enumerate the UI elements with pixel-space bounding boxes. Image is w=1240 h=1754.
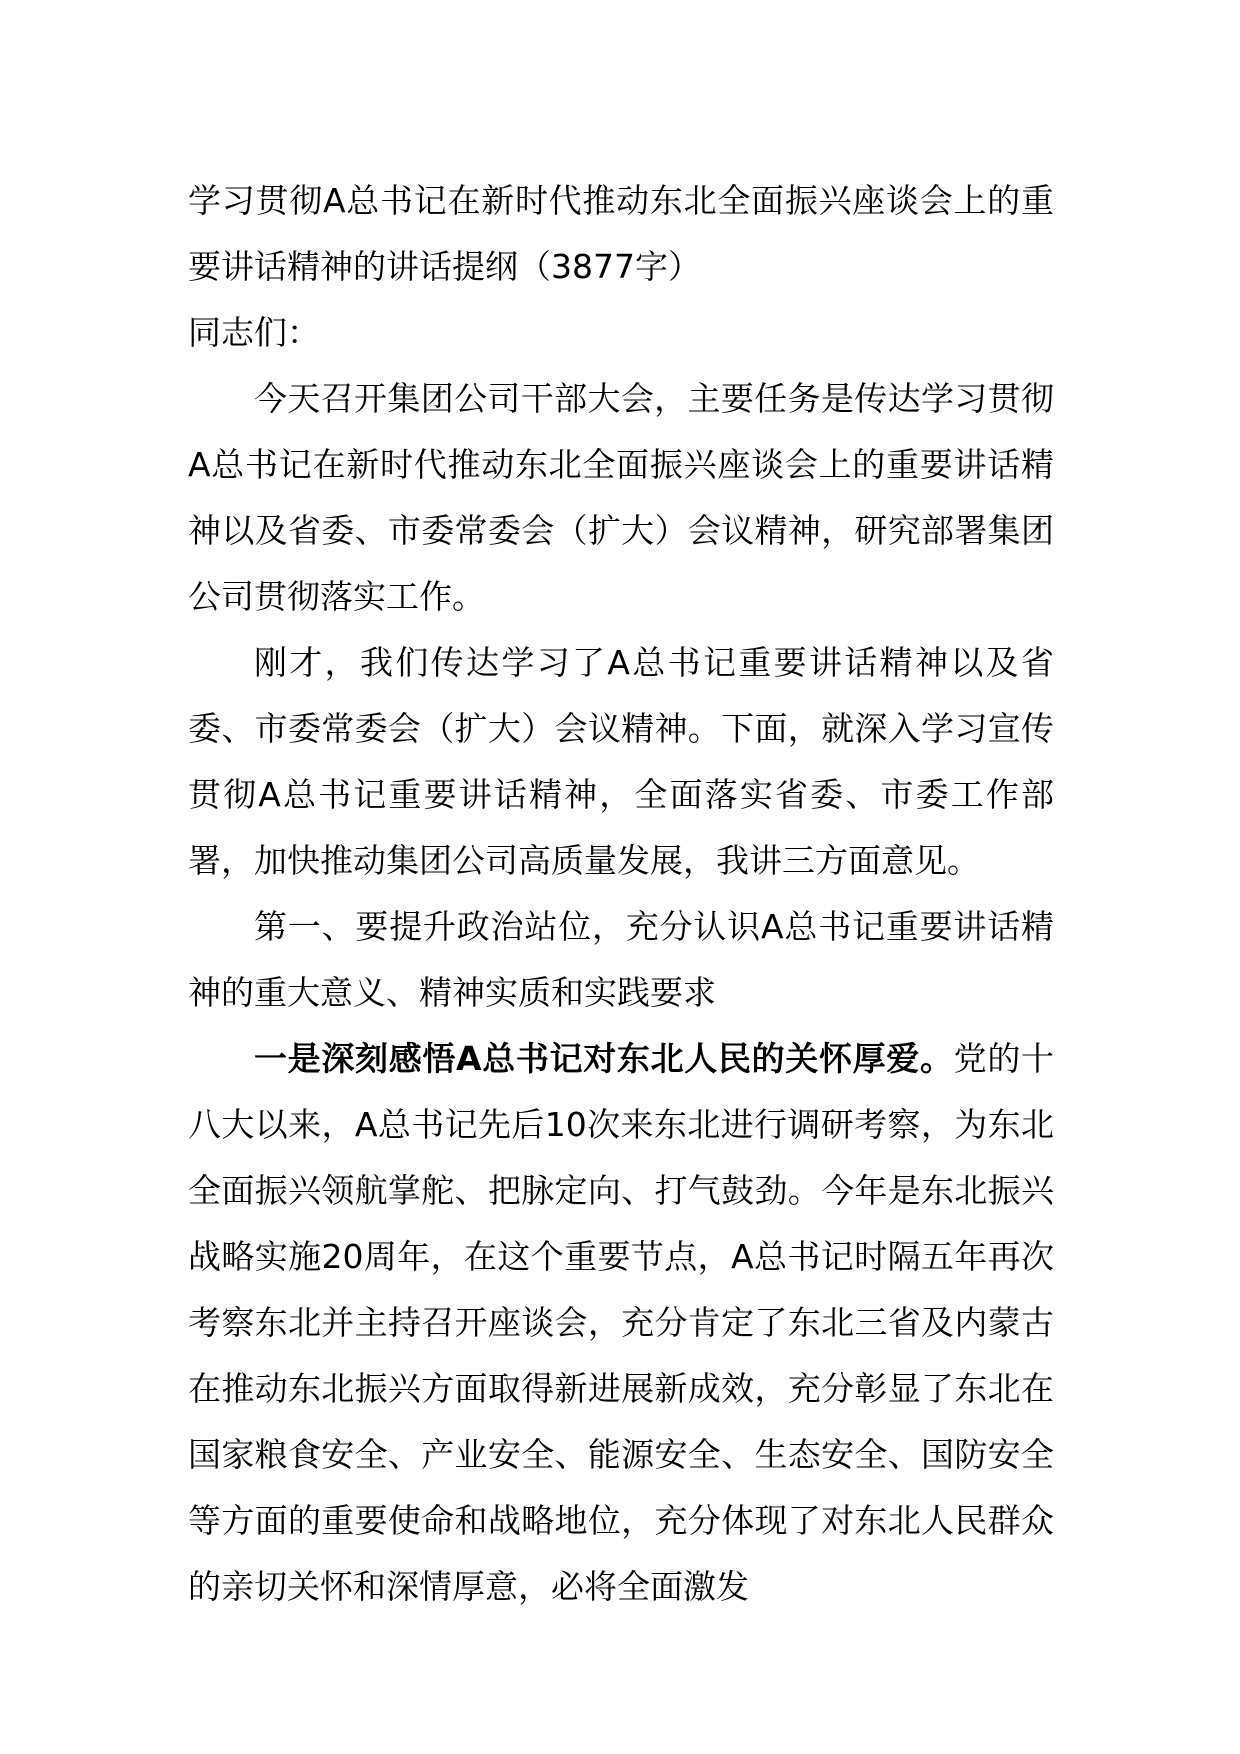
- salutation: 同志们：: [188, 313, 320, 352]
- section-heading-first: 第一、要提升政治站位，充分认识A总书记重要讲话精神的重大意义、精神实质和实践要求: [188, 907, 1054, 1012]
- point-one-lead: 一是深刻感悟A总书记对东北人民的关怀厚爱。: [254, 1039, 954, 1078]
- paragraph-opening: 今天召开集团公司干部大会，主要任务是传达学习贯彻A总书记在新时代推动东北全面振兴座谈会上的重要讲话精神以及省委、市委常委会（扩大）会议精神，研究部署集团公司贯彻落实工作。: [188, 379, 1054, 616]
- document-title: 学习贯彻A总书记在新时代推动东北全面振兴座谈会上的重要讲话精神的讲话提纲（3877字）: [188, 181, 1054, 286]
- paragraph-intro: 刚才，我们传达学习了A总书记重要讲话精神以及省委、市委常委会（扩大）会议精神。下面，就深入学习宣传贯彻A总书记重要讲话精神，全面落实省委、市委工作部署，加快推动集团公司高质量发展，我讲三方面意见。: [188, 643, 1054, 880]
- point-one-body: 党的十八大以来，A总书记先后10次来东北进行调研考察，为东北全面振兴领航掌舵、把脉定向、打气鼓劲。今年是东北振兴战略实施20周年，在这个重要节点，A总书记时隔五年再次考察东北并主持召开座谈会，充分肯定了东北三省及内蒙古在推动东北振兴方面取得新进展新成效，充分彰显了东北在国家粮食安全、产业安全、能源安全、生态安全、国防安全等方面的重要使命和战略地位，充分体现了对东北人民群众的亲切关怀和深情厚意，必将全面激发: [188, 1039, 1054, 1606]
- document-page: [188, 168, 1054, 1620]
- paragraph-point-one: [188, 1026, 1054, 1620]
